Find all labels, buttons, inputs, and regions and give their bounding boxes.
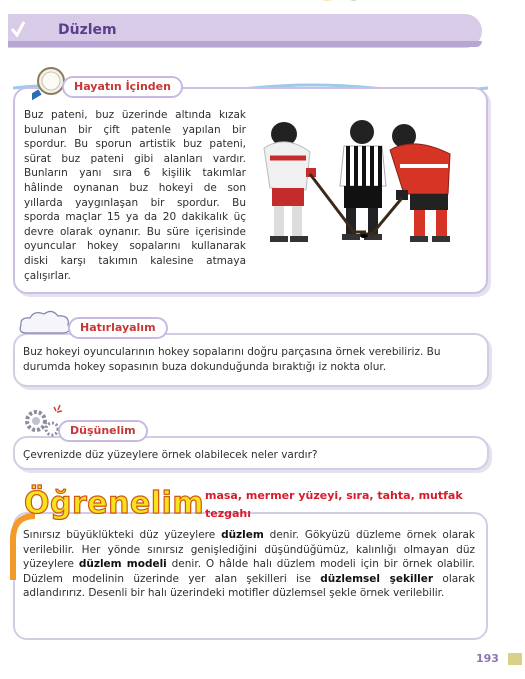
page-title: Düzlem	[58, 22, 117, 38]
puck	[360, 234, 368, 238]
top-decoration	[308, 0, 368, 4]
hockey-player-left	[264, 122, 316, 242]
gears-icon	[20, 403, 62, 439]
handwritten-answer: masa, mermer yüzeyi, sıra, tahta, mutfak tezgahı	[205, 489, 463, 520]
learn-section-text: Sınırsız büyüklükteki düz yüzeylere düzlem denir. Gökyüzü düzleme örnek olarak verilebilir. Her yönde sınırsız genişlediğini düşündüğümüz, kalınlığı olmayan düz yüzeylere düzlem modeli denir. O hâlde halı düzlem modeli için bir örnek olabilir. Düzlem modelinin üzerinde yer alan şekilleri ise düzlemsel şekiller olarak adlandırırız. Desenli bir halı üzerindeki motifler düzlemsel şekle örnek verilebilir.	[23, 529, 476, 600]
hockey-players-illustration	[254, 112, 480, 252]
page-number-marker	[508, 653, 522, 665]
think-section-label: Düşünelim	[58, 420, 148, 442]
hockey-player-right	[390, 124, 450, 242]
banner-checkmark-icon	[9, 18, 27, 40]
life-section-text: Buz pateni, buz üzerinde altında kızak bulunan bir çift patenle yapılan bir spordur. Bu sporun artistik buz pateni, sürat buz pateni gibi alanları vardır. Bunların yanı sıra 6 kişilik takımlar hâlinde oynanan buz hokeyi de son yıllarda yaygınlaşan bir spordur. Bu sporda maçlar 15 ya da 20 dakikalık üç devre olarak oynanır. Bu süre içerisinde oyuncular hokey sopalarını kullanarak diski karşı takımın kalesine atmaya çalışırlar.	[24, 109, 246, 282]
term-duzlem: düzlem	[221, 529, 264, 541]
remember-section-label: Hatırlayalım	[68, 317, 168, 339]
life-section-label: Hayatın İçinden	[62, 76, 183, 98]
remember-section-text: Buz hokeyi oyuncularının hokey sopalarını doğru parçasına örnek verebiliriz. Bu durumda hokey sopasının buza dokunduğunda bıraktığı iz nokta olur.	[23, 346, 441, 373]
page-number: 193	[476, 652, 499, 665]
learn-section-label: Öğrenelim	[24, 486, 205, 521]
think-section-text: Çevrenizde düz yüzeylere örnek olabilecek neler vardır?	[23, 449, 318, 461]
cloud-icon	[18, 309, 72, 339]
banner-underline	[8, 41, 482, 47]
term-duzlemsel-sekiller: düzlemsel şekiller	[320, 572, 434, 585]
term-duzlem-modeli: düzlem modeli	[78, 558, 167, 571]
